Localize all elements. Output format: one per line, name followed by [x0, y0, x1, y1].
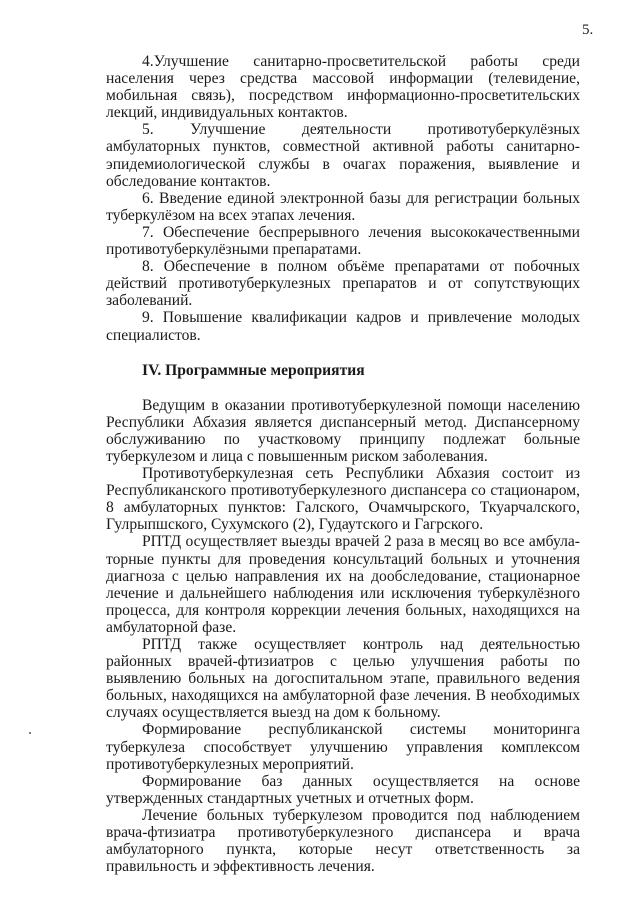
page-number: 5. [582, 22, 594, 38]
list-item-5: 5. Улучшение деятельности противотуберкулёзных амбулаторных пунктов, совместной активной работы санитарно-эпидемиологической службы в очагах поражения, выявление и обследование контактов. [106, 121, 580, 190]
paragraph-rptd-visits: РПТД осуществляет выезды врачей 2 раза в месяц во все амбулаторные пункты для проведения консультаций больных и уточнения диагноза с целью направления их на дообследование, стационарное лечение и дальнейшего наблюдения или исключения туберкулёзного процесса, для контроля коррекции лечения больных, находящихся на амбулаторной фазе. [106, 533, 580, 636]
paragraph-monitoring-system: Формирование республиканской системы мониторинга туберкулеза способствует улучшению управления комплексом противотуберкулезных мероприятий. [106, 721, 580, 773]
list-item-7: 7. Обеспечение беспрерывного лечения высококачественными противотуберкулёзными препаратами. [106, 223, 580, 259]
paragraph-dispensary-method: Ведущим в оказании противотуберкулезной помощи населению Республики Абхазия является диспансерный метод. Диспансерному обслуживанию по участковому принципу подлежат больные туберкулезом и лица с повышенным риском заболевания. [106, 396, 580, 465]
scan-artifact-dot [29, 732, 31, 734]
page-content [106, 53, 580, 875]
paragraph-treatment: Лечение больных туберкулезом проводится под наблюдением врача-фтизиатра противотуберкулезного диспансера и врача амбулаторного пункта, которые несут ответственность за правильность и эффективность лечения. [106, 806, 580, 876]
list-item-9: 9. Повышение квалификации кадров и привлечение молодых специалистов. [106, 309, 580, 344]
paragraph-rptd-control: РПТД также осуществляет контроль над деятельностью районных врачей-фтизиатров с целью улучшения работы по выявлению больных на догоспитальном этапе, правильного ведения больных, находящихся на амбулаторной фазе лечения. В необходимых случаях осуществляется выезд на дом к больному. [106, 636, 580, 722]
paragraph-tb-network: Противотуберкулезная сеть Республики Абхазия состоит из Республиканского противотуберкулезного диспансера со стационаром, 8 амбулаторных пунктов: Галского, Очамчырского, Ткуарчалского, Гулрыпшского, Сухумского (2), Гудаутского и Гагрского. [106, 465, 580, 534]
list-item-4: 4.Улучшение санитарно-просветительской работы среди населения через средства массовой информации (телевидение, мобильная связь), посредством информационно-просветительских лекций, индивидуальных контактов. [106, 53, 580, 122]
paragraph-databases: Формирование баз данных осуществляется на основе утвержденных стандартных учетных и отчетных форм. [106, 772, 580, 807]
list-item-6: 6. Введение единой электронной базы для регистрации больных туберкулёзом на всех этапах лечения. [106, 189, 580, 224]
goals-list [106, 53, 580, 344]
section-body [106, 397, 580, 876]
list-item-8: 8. Обеспечение в полном объёме препаратами от побочных действий противотуберкулезных препаратов и от сопутствующих заболеваний. [106, 258, 580, 310]
section-heading: IV. Программные мероприятия [142, 361, 365, 379]
